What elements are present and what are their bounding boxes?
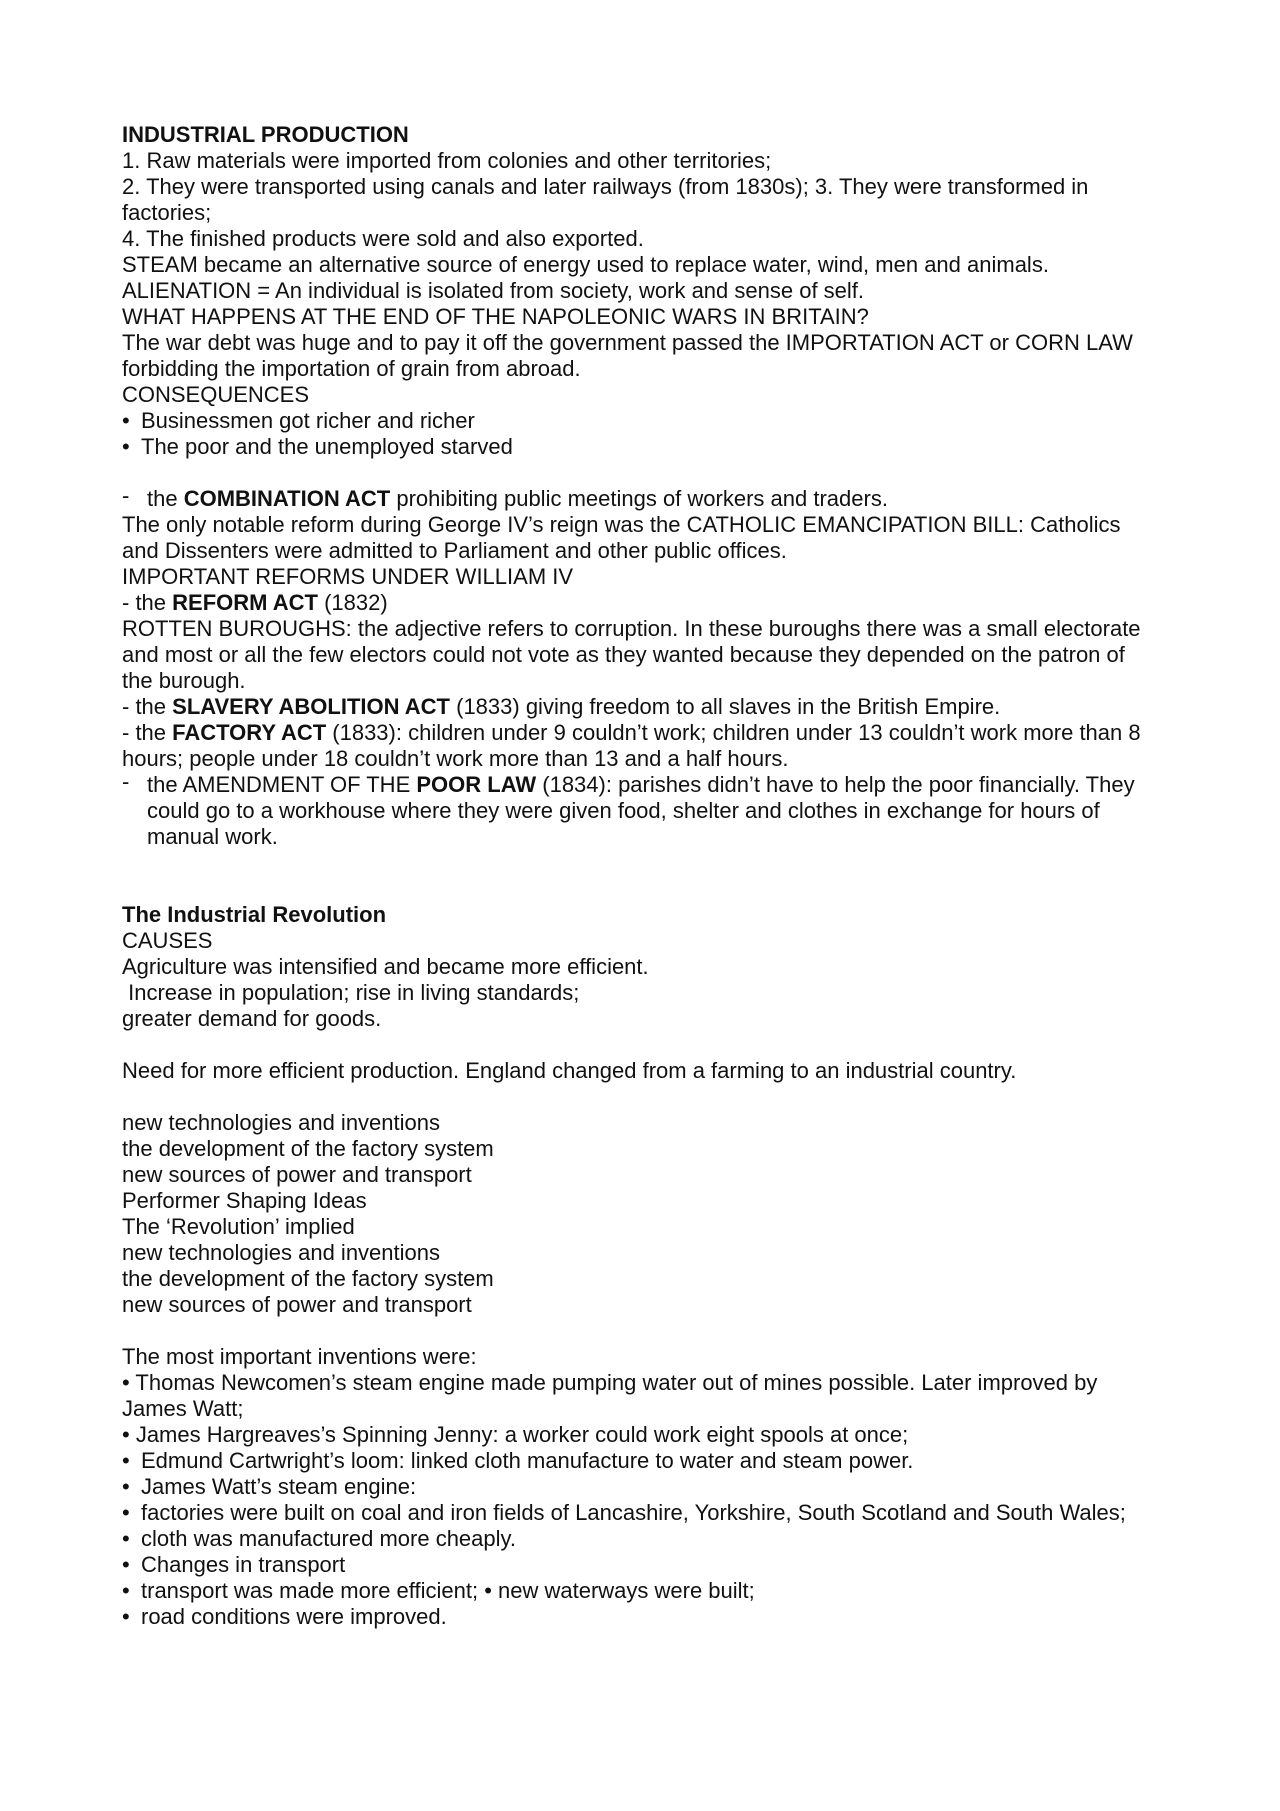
bold-term: SLAVERY ABOLITION ACT <box>172 694 450 719</box>
invention-bullet <box>122 1500 1160 1526</box>
text-run: the <box>147 486 184 511</box>
text-run: (1833) giving freedom to all slaves in the British Empire. <box>450 694 1001 719</box>
text-line: 4. The finished products were sold and also exported. <box>122 226 644 251</box>
list-item-text: cloth was manufactured more cheaply. <box>141 1526 516 1551</box>
bullet-mark: • <box>122 434 130 459</box>
spacer <box>122 1318 1160 1344</box>
bullet-mark: • <box>122 1474 130 1499</box>
list-line: the development of the factory system <box>122 1136 494 1161</box>
text-run: - the <box>122 590 173 615</box>
section-title-industrial-production: INDUSTRIAL PRODUCTION <box>122 122 409 147</box>
spacer <box>122 1084 1160 1110</box>
slavery-act-item <box>122 694 1160 720</box>
catholic-emancipation-text: The only notable reform during George IV’s reign was the CATHOLIC EMANCIPATION BILL: Catholics and Dissenters were admitted to Parliament and other public offices. <box>122 512 1121 563</box>
poor-law-item <box>122 769 1160 850</box>
text-line: Increase in population; rise in living standards; <box>122 980 580 1005</box>
list-item-text: Changes in transport <box>141 1552 346 1577</box>
text-run: the AMENDMENT OF THE <box>147 772 417 797</box>
text-run: - the <box>122 694 173 719</box>
list-line: The ‘Revolution’ implied <box>122 1214 355 1239</box>
spacer <box>122 876 1160 902</box>
list-line: Performer Shaping Ideas <box>122 1188 367 1213</box>
invention-bullet <box>122 1604 1160 1630</box>
list-item-text: Businessmen got richer and richer <box>141 408 475 433</box>
list-line: new technologies and inventions <box>122 1240 441 1265</box>
inventions-heading: The most important inventions were: <box>122 1344 477 1369</box>
rotten-buroughs-text: ROTTEN BUROUGHS: the adjective refers to corruption. In these buroughs there was a small electorate and most or all the few electors could not vote as they wanted because they depended on the patron of the burough. <box>122 616 1141 693</box>
text-run: (1833): children under 9 couldn’t work; children under 13 couldn’t work more than 8 hours; people under 18 couldn’t work more than 13 and a half hours. <box>122 720 1141 771</box>
bold-term: POOR LAW <box>416 772 537 797</box>
list-line: new sources of power and transport <box>122 1292 472 1317</box>
invention-bullet <box>122 1448 1160 1474</box>
text-run: (1832) <box>317 590 388 615</box>
text-run: prohibiting public meetings of workers and traders. <box>390 486 888 511</box>
list-item-text: factories were built on coal and iron fields of Lancashire, Yorkshire, South Scotland and South Wales; <box>141 1500 1126 1525</box>
bullet-mark: • <box>122 1552 130 1577</box>
invention-item: • Thomas Newcomen’s steam engine made pumping water out of mines possible. Later improved by James Watt; <box>122 1370 1098 1421</box>
spacer <box>122 850 1160 876</box>
spacer <box>122 460 1160 486</box>
text-line: CONSEQUENCES <box>122 382 310 407</box>
list-item-text: road conditions were improved. <box>141 1604 447 1629</box>
invention-bullet <box>122 1578 1160 1604</box>
text-line: 2. They were transported using canals and later railways (from 1830s); 3. They were transformed in factories; <box>122 174 1089 225</box>
bullet-mark: • <box>122 408 130 433</box>
bullet-mark: • <box>122 1604 130 1629</box>
text-line: greater demand for goods. <box>122 1006 382 1031</box>
bullet-mark: • <box>122 1448 130 1473</box>
text-line: Agriculture was intensified and became more efficient. <box>122 954 649 979</box>
list-item-text: James Watt’s steam engine: <box>141 1474 417 1499</box>
bold-term: FACTORY ACT <box>172 720 327 745</box>
dash-mark: - <box>122 769 130 794</box>
list-line: the development of the factory system <box>122 1266 494 1291</box>
reforms-heading: IMPORTANT REFORMS UNDER WILLIAM IV <box>122 564 574 589</box>
list-line: new technologies and inventions <box>122 1110 441 1135</box>
text-line: ALIENATION = An individual is isolated from society, work and sense of self. <box>122 278 865 303</box>
bullet-mark: • <box>122 1526 130 1551</box>
list-item <box>122 408 1160 434</box>
text-line: STEAM became an alternative source of energy used to replace water, wind, men and animals. <box>122 252 1049 277</box>
text-line: WHAT HAPPENS AT THE END OF THE NAPOLEONIC WARS IN BRITAIN? <box>122 304 869 329</box>
section-title-industrial-revolution: The Industrial Revolution <box>122 902 387 927</box>
text-line: 1. Raw materials were imported from colonies and other territories; <box>122 148 772 173</box>
list-line: new sources of power and transport <box>122 1162 472 1187</box>
invention-bullet <box>122 1474 1160 1500</box>
invention-item: • James Hargreaves’s Spinning Jenny: a worker could work eight spools at once; <box>122 1422 909 1447</box>
invention-bullet <box>122 1526 1160 1552</box>
text-line: CAUSES <box>122 928 213 953</box>
bold-term: REFORM ACT <box>172 590 318 615</box>
bold-term: COMBINATION ACT <box>183 486 391 511</box>
invention-bullet <box>122 1552 1160 1578</box>
list-item-text: transport was made more efficient; • new waterways were built; <box>141 1578 755 1603</box>
spacer <box>122 1032 1160 1058</box>
reform-act-item <box>122 590 1160 616</box>
list-item <box>122 434 1160 460</box>
text-line: Need for more efficient production. England changed from a farming to an industrial country. <box>122 1058 1017 1083</box>
list-item-text: The poor and the unemployed starved <box>141 434 513 459</box>
factory-act-item <box>122 720 1160 772</box>
bullet-mark: • <box>122 1578 130 1603</box>
dash-mark: - <box>122 483 130 508</box>
list-item-text: Edmund Cartwright’s loom: linked cloth manufacture to water and steam power. <box>141 1448 914 1473</box>
bullet-mark: • <box>122 1500 130 1525</box>
text-run: - the <box>122 720 173 745</box>
text-run: (1834): parishes didn’t have to help the poor financially. They could go to a workhouse where they were given food, shelter and clothes in exchange for hours of manual work. <box>147 772 1135 849</box>
combination-act-item <box>122 483 1160 512</box>
text-line: The war debt was huge and to pay it off the government passed the IMPORTATION ACT or CORN LAW forbidding the importation of grain from abroad. <box>122 330 1133 381</box>
